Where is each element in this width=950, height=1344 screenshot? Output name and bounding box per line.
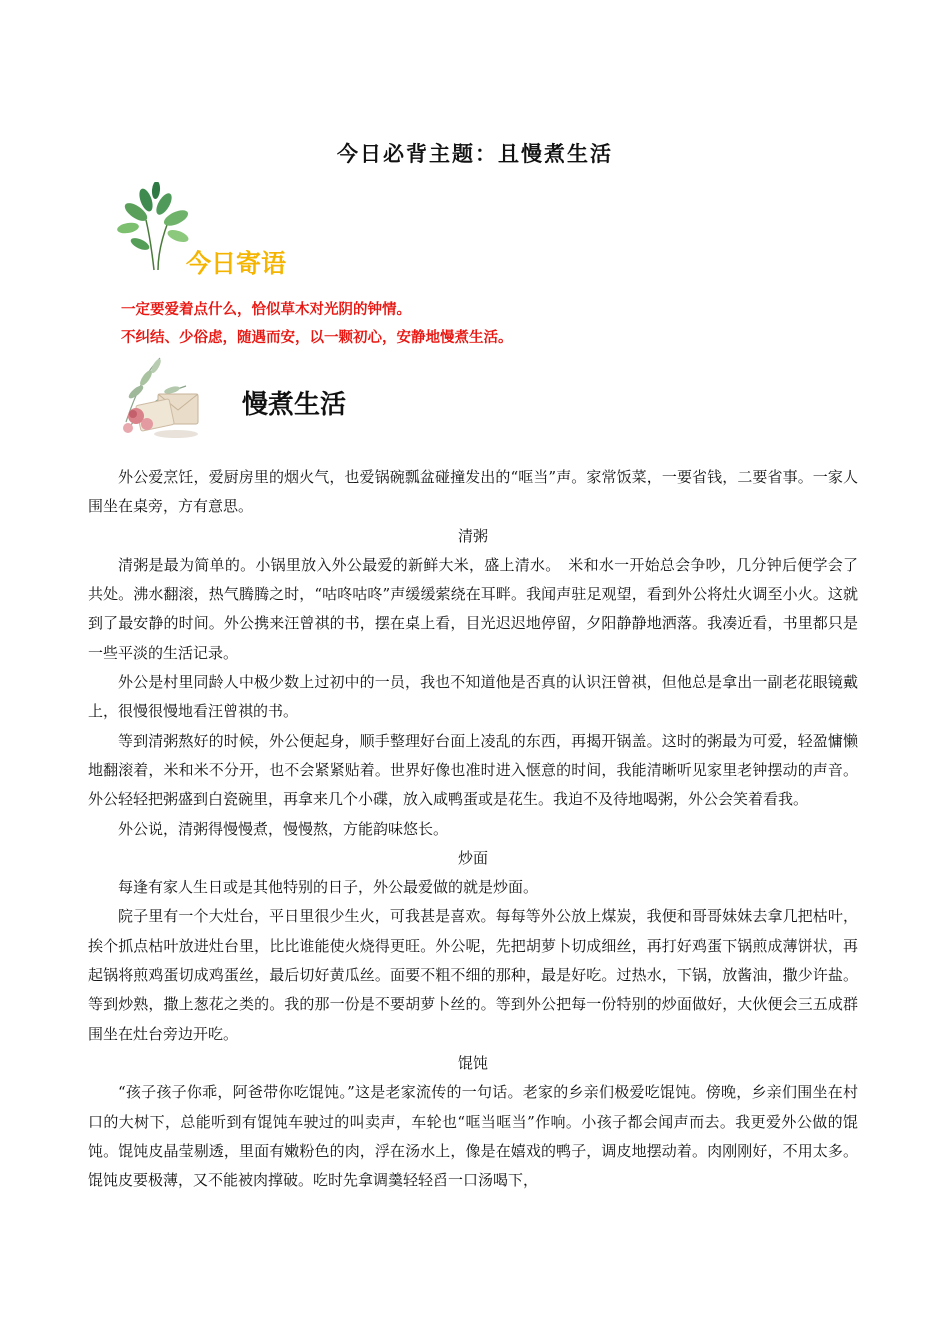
paragraph: 等到清粥熬好的时候，外公便起身，顺手整理好台面上凌乱的东西，再揭开锅盖。这时的粥最为可爱，轻盈慵懒地翻滚着，米和米不分开，也不会紧紧贴着。世界好像也准时进入惬意的时间，我能清晰听见家里老钟摆动的声音。外公轻轻把粥盛到白瓷碗里，再拿来几个小碟，放入咸鸭蛋或是花生。我迫不及待地喝粥，外公会笑着看我。 [88,731,858,809]
paragraph: 每逢有家人生日或是其他特别的日子，外公最爱做的就是炒面。 [118,878,539,897]
paragraph: 院子里有一个大灶台，平日里很少生火，可我甚是喜欢。每每等外公放上煤炭，我便和哥哥妹妹去拿几把枯叶，挨个抓点枯叶放进灶台里，比比谁能使火烧得更旺。外公呢，先把胡萝卜切成细丝，再打好鸡蛋下锅煎成薄饼状，再起锅将煎鸡蛋切成鸡蛋丝，最后切好黄瓜丝。面要不粗不细的那种，最是好吃。过热水，下锅，放酱油，撒少许盐。等到炒熟，撒上葱花之类的。我的那一份是不要胡萝卜丝的。等到外公把每一份特别的炒面做好，大伙便会三五成群围坐在灶台旁边开吃。 [88,907,858,1043]
motto-heading: 今日寄语 [186,249,287,278]
essay-intro: 外公爱烹饪，爱厨房里的烟火气，也爱锅碗瓢盆碰撞发出的“哐当”声。家常饭菜，一要省钱，二要省事。一家人围坐在桌旁，方有意思。 [88,468,858,516]
flower-envelope-icon [116,352,208,442]
section-title-wonton: 馄饨 [457,1053,488,1072]
leaf-branch-icon [116,182,196,274]
motto-header [116,182,316,278]
essay-heading: 慢煮生活 [242,390,347,420]
paragraph: 外公说，清粥得慢慢煮，慢慢熬，方能韵味悠长。 [118,819,449,838]
page-title: 今日必背主题：且慢煮生活 [337,141,613,166]
motto-line: 不纠结、少俗虑，随遇而安，以一颗初心，安静地慢煮生活。 [121,330,513,346]
section-title-fried-noodles: 炒面 [457,848,488,867]
essay-body [88,463,858,1195]
paragraph: “孩子孩子你乖，阿爸带你吃馄饨。”这是老家流传的一句话。老家的乡亲们极爱吃馄饨。傍晚，乡亲们围坐在村口的大树下，总能听到有馄饨车驶过的叫卖声，车轮也“哐当哐当”作响。小孩子都会闻声而去。我更爱外公做的馄饨。馄饨皮晶莹剔透，里面有嫩粉色的肉，浮在汤水上，像是在嬉戏的鸭子，调皮地摆动着。肉刚刚好，不用太多。馄饨皮要极薄，又不能被肉撑破。吃时先拿调羹轻轻舀一口汤喝下， [88,1083,858,1190]
motto-text [121,296,513,352]
essay-header [116,352,376,442]
motto-line: 一定要爱着点什么，恰似草木对光阴的钟情。 [121,302,411,318]
section-title-congee: 清粥 [457,526,488,545]
paragraph: 外公是村里同龄人中极少数上过初中的一员，我也不知道他是否真的认识汪曾祺，但他总是拿出一副老花眼镜戴上，很慢很慢地看汪曾祺的书。 [88,673,858,721]
paragraph: 清粥是最为简单的。小锅里放入外公最爱的新鲜大米，盛上清水。 米和水一开始总会争吵，几分钟后便学会了共处。沸水翻滚，热气腾腾之时，“咕咚咕咚”声缓缓萦绕在耳畔。我闻声驻足观望，看到外公将灶火调至小火。这就到了最安静的时间。外公携来汪曾祺的书，摆在桌上看，目光迟迟地停留，夕阳静静地洒落。我凑近看，书里都只是一些平淡的生活记录。 [88,555,858,662]
